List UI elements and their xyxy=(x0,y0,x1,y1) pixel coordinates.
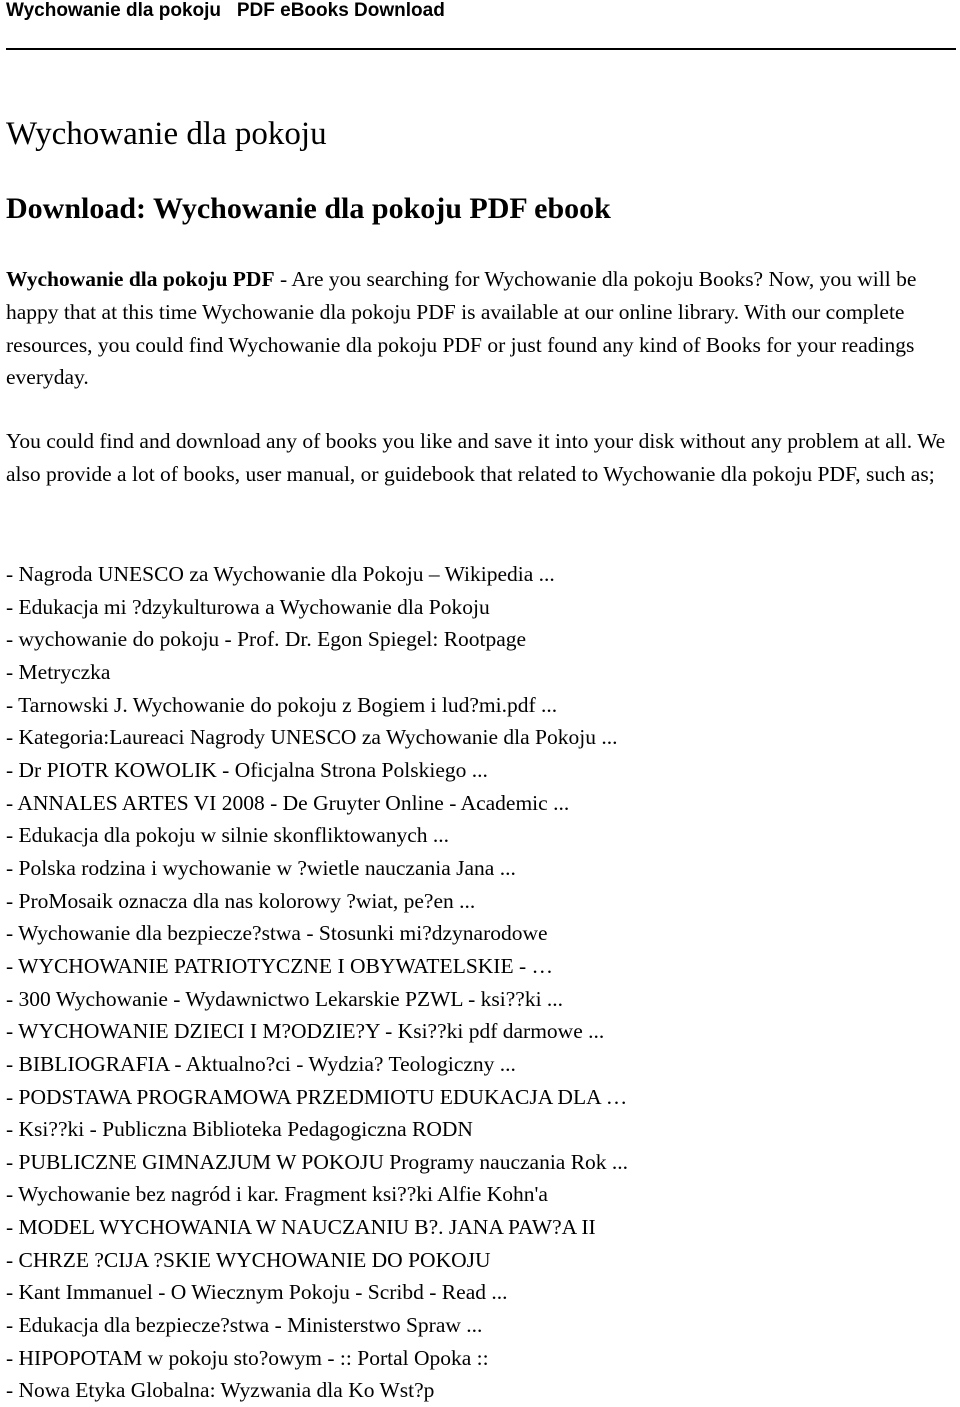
header-divider xyxy=(6,48,956,50)
related-book-item: - Dr PIOTR KOWOLIK - Oficjalna Strona Polskiego ... xyxy=(6,757,488,782)
related-book-item: - Nagroda UNESCO za Wychowanie dla Pokoju – Wikipedia ... xyxy=(6,562,555,586)
related-book-item: - Polska rodzina i wychowanie w ?wietle nauczania Jana ... xyxy=(6,855,516,880)
related-book-item: - ANNALES ARTES VI 2008 - De Gruyter Online - Academic ... xyxy=(6,790,570,815)
related-books-list xyxy=(6,558,956,1407)
related-book-item: - WYCHOWANIE DZIECI I M?ODZIE?Y - Ksi??ki pdf darmowe ... xyxy=(6,1019,605,1044)
header-title: Wychowanie dla pokoju PDF eBooks Download xyxy=(6,0,445,21)
description-paragraph: You could find and download any of books you like and save it into your disk without any problem at all. We also provide a lot of books, user manual, or guidebook that related to Wychowanie dla pokoju PDF, such as; xyxy=(6,429,946,486)
related-book-item: - Edukacja dla bezpiecze?stwa - Ministerstwo Spraw ... xyxy=(6,1313,483,1338)
related-book-item: - Kategoria:Laureaci Nagrody UNESCO za Wychowanie dla Pokoju ... xyxy=(6,725,618,750)
related-book-item: - Metryczka xyxy=(6,659,111,684)
related-book-item: - CHRZE ?CIJA ?SKIE WYCHOWANIE DO POKOJU xyxy=(6,1247,491,1272)
related-book-item: - Tarnowski J. Wychowanie do pokoju z Bogiem i lud?mi.pdf ... xyxy=(6,692,558,717)
related-book-item: - MODEL WYCHOWANIA W NAUCZANIU B?. JANA PAW?A II xyxy=(6,1215,596,1240)
related-book-item: - WYCHOWANIE PATRIOTYCZNE I OBYWATELSKIE - … xyxy=(6,953,554,978)
intro-text: - Are you searching for Wychowanie dla pokoju Books? Now, you will be happy that at this time Wychowanie dla pokoju PDF is available at our online library. With our complete resources, you could find Wychowanie dla pokoju PDF or just found any kind of Books for your readings everyday. xyxy=(6,267,917,390)
related-book-item: - Wychowanie bez nagród i kar. Fragment ksi??ki Alfie Kohn'a xyxy=(6,1182,548,1207)
related-book-item: - PUBLICZNE GIMNAZJUM W POKOJU Programy nauczania Rok ... xyxy=(6,1149,629,1174)
related-book-item: - BIBLIOGRAFIA - Aktualno?ci - Wydzia? Teologiczny ... xyxy=(6,1051,516,1076)
download-heading: Download: Wychowanie dla pokoju PDF ebook xyxy=(6,192,611,225)
related-book-item: - HIPOPOTAM w pokoju sto?owym - :: Portal Opoka :: xyxy=(6,1345,489,1370)
document-title: Wychowanie dla pokoju xyxy=(6,116,327,152)
page-header xyxy=(0,0,960,52)
related-book-item: - Kant Immanuel - O Wiecznym Pokoju - Scribd - Read ... xyxy=(6,1280,508,1305)
related-book-item: - Wychowanie dla bezpiecze?stwa - Stosunki mi?dzynarodowe xyxy=(6,921,548,946)
related-book-item: - Edukacja mi ?dzykulturowa a Wychowanie dla Pokoju xyxy=(6,594,490,619)
related-book-item: - wychowanie do pokoju - Prof. Dr. Egon Spiegel: Rootpage xyxy=(6,627,527,652)
intro-bold-title: Wychowanie dla pokoju PDF xyxy=(6,267,275,291)
related-book-item: - Ksi??ki - Publiczna Biblioteka Pedagogiczna RODN xyxy=(6,1117,473,1142)
intro-paragraph xyxy=(6,263,954,394)
related-book-item: - 300 Wychowanie - Wydawnictwo Lekarskie PZWL - ksi??ki ... xyxy=(6,986,564,1011)
related-book-item: - ProMosaik oznacza dla nas kolorowy ?wiat, pe?en ... xyxy=(6,888,476,913)
related-book-item: - PODSTAWA PROGRAMOWA PRZEDMIOTU EDUKACJA DLA … xyxy=(6,1084,628,1109)
related-book-item: - Nowa Etyka Globalna: Wyzwania dla Ko Wst?p xyxy=(6,1378,435,1403)
related-book-item: - Edukacja dla pokoju w silnie skonfliktowanych ... xyxy=(6,823,450,848)
